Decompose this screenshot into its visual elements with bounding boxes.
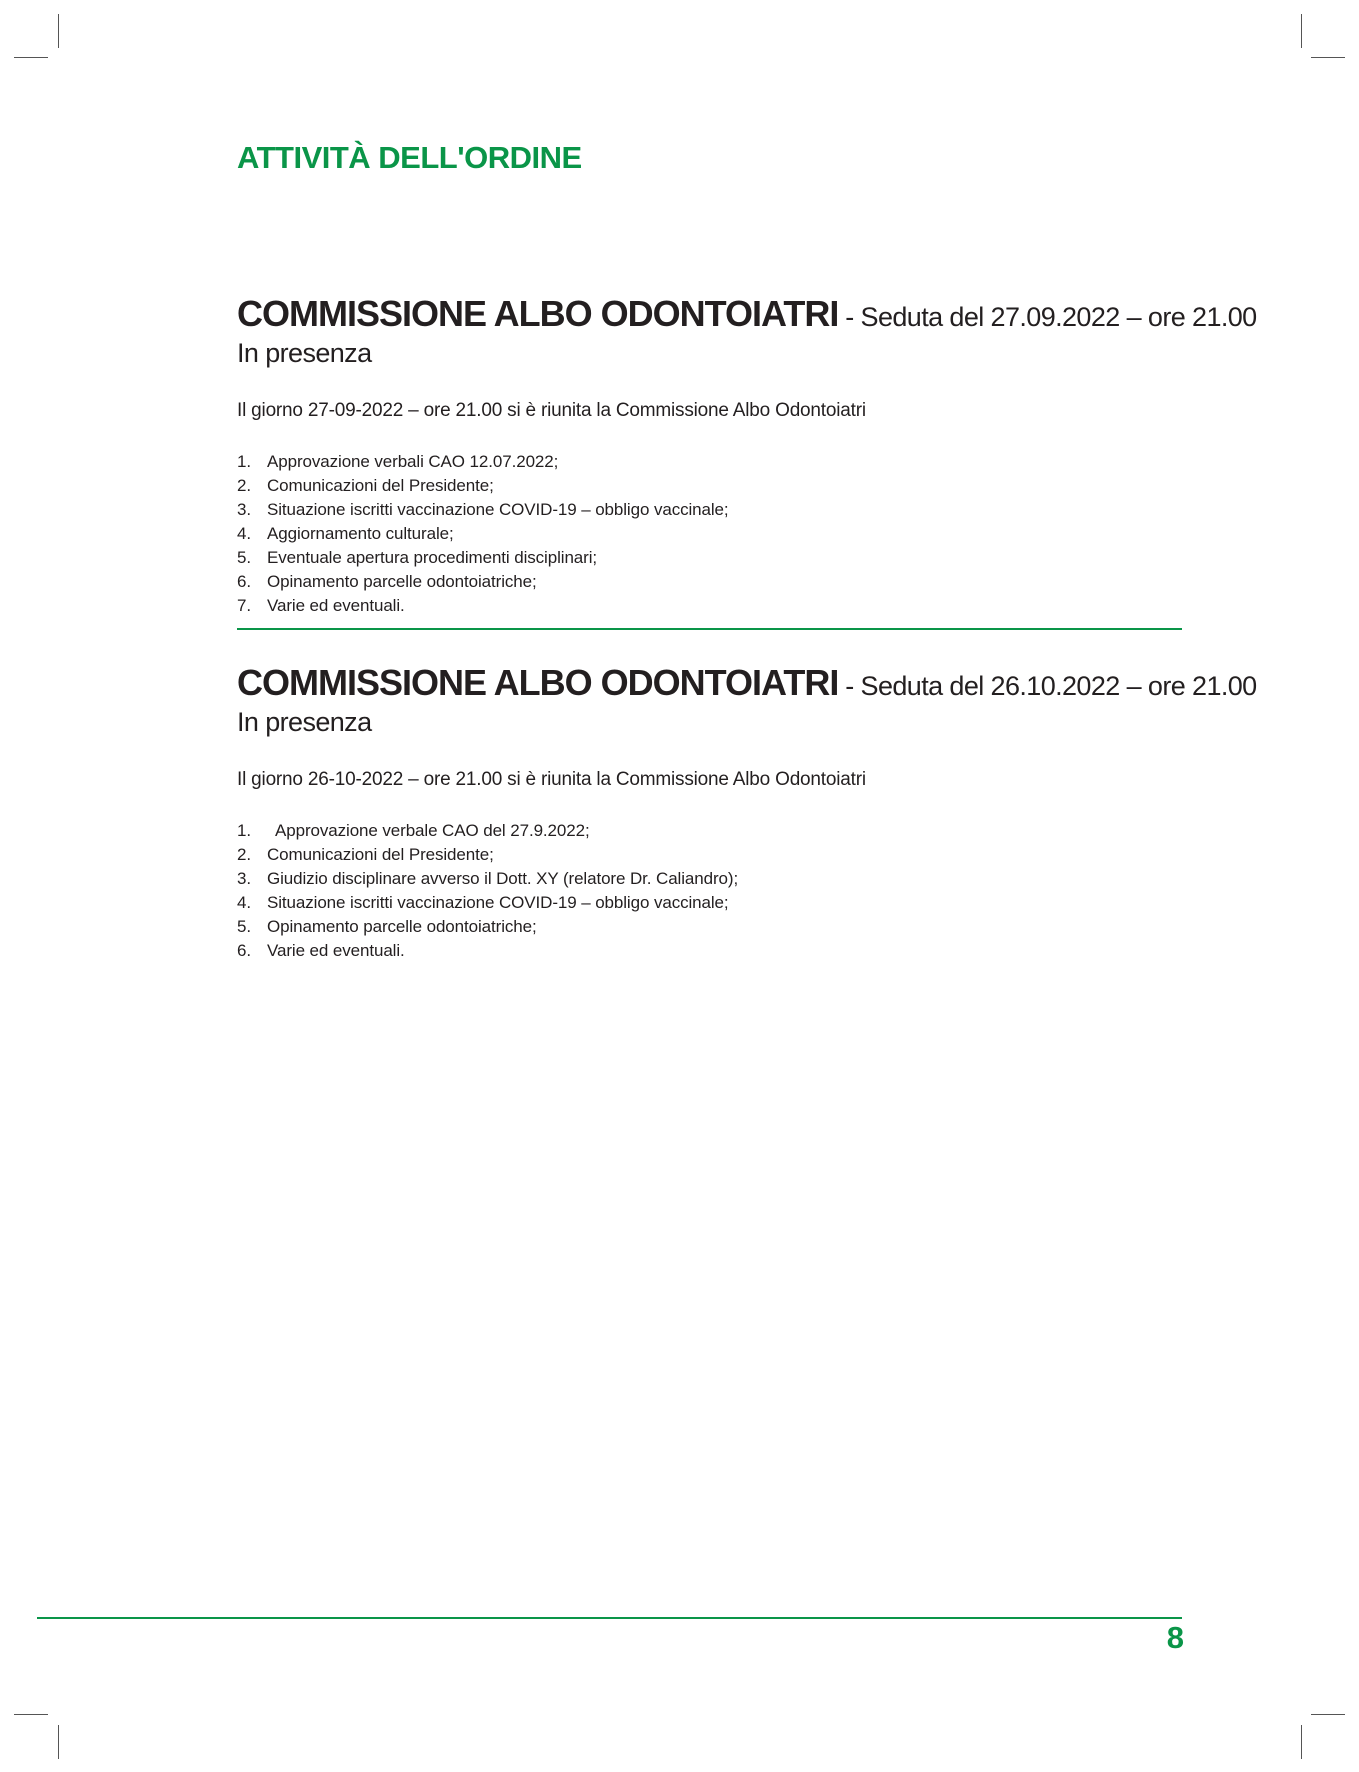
session-intro: Il giorno 27-09-2022 – ore 21.00 si è riunita la Commissione Albo Odontoiatri [237,400,866,421]
agenda-item-text: Situazione iscritti vaccinazione COVID-19 – obbligo vaccinale; [267,500,729,519]
agenda-item-number: 3. [237,500,251,519]
agenda-item-text: Giudizio disciplinare avverso il Dott. XY (relatore Dr. Caliandro); [267,869,739,888]
agenda-item-text: Varie ed eventuali. [267,941,405,960]
crop-mark-top-left-horizontal [14,57,48,58]
agenda-item [237,939,1187,963]
agenda-item [237,891,1187,915]
crop-mark-top-right-vertical [1301,14,1302,48]
agenda-item-text: Varie ed eventuali. [267,596,405,615]
agenda-item-text: Approvazione verbali CAO 12.07.2022; [267,452,559,471]
agenda-item-number: 6. [237,572,251,591]
agenda-item-text: Eventuale apertura procedimenti disciplinari; [267,548,598,567]
agenda-item-number: 1. [237,452,251,471]
agenda-item-text: Opinamento parcelle odontoiatriche; [267,572,537,591]
footer-rule [37,1617,1182,1619]
crop-mark-bottom-left-vertical [58,1725,59,1759]
agenda-list [237,450,1187,618]
agenda-item-text: Opinamento parcelle odontoiatriche; [267,917,537,936]
agenda-item-number: 5. [237,917,251,936]
agenda-item-text: Comunicazioni del Presidente; [267,845,494,864]
agenda-item [237,594,1187,618]
agenda-list [237,819,1187,963]
crop-mark-top-left-vertical [58,14,59,48]
agenda-item [237,915,1187,939]
agenda-item-number: 5. [237,548,251,567]
agenda-item-number: 2. [237,845,251,864]
agenda-item-number: 4. [237,524,251,543]
session-heading [237,662,1257,703]
session-mode: In presenza [237,338,372,368]
agenda-item [237,522,1187,546]
agenda-item-text: Situazione iscritti vaccinazione COVID-19 – obbligo vaccinale; [267,893,729,912]
agenda-item-number: 1. [237,821,251,840]
crop-mark-top-right-horizontal [1311,57,1345,58]
session-date: - Seduta del 26.10.2022 – ore 21.00 [838,671,1257,701]
session-mode: In presenza [237,707,372,737]
crop-mark-bottom-left-horizontal [14,1714,48,1715]
page-number: 8 [1166,1620,1184,1655]
agenda-item [237,474,1187,498]
section-title: ATTIVITÀ DELL'ORDINE [237,140,582,175]
agenda-item [237,867,1187,891]
section-divider [237,628,1182,630]
agenda-item [237,546,1187,570]
session-date: - Seduta del 27.09.2022 – ore 21.00 [838,302,1257,332]
agenda-item-number: 2. [237,476,251,495]
agenda-item [237,819,1187,843]
agenda-item [237,843,1187,867]
agenda-item-number: 6. [237,941,251,960]
session-name: COMMISSIONE ALBO ODONTOIATRI [237,662,839,703]
crop-mark-bottom-right-vertical [1301,1725,1302,1759]
agenda-item-number: 4. [237,893,251,912]
agenda-item-text: Comunicazioni del Presidente; [267,476,494,495]
session-name: COMMISSIONE ALBO ODONTOIATRI [237,293,839,334]
session-intro: Il giorno 26-10-2022 – ore 21.00 si è riunita la Commissione Albo Odontoiatri [237,769,866,790]
agenda-item-text: Approvazione verbale CAO del 27.9.2022; [275,821,590,840]
session-heading [237,293,1257,334]
session-block [237,662,1257,963]
session-block [237,293,1257,618]
agenda-item-number: 3. [237,869,251,888]
agenda-item [237,498,1187,522]
agenda-item [237,450,1187,474]
agenda-item-number: 7. [237,596,251,615]
agenda-item [237,570,1187,594]
crop-mark-bottom-right-horizontal [1311,1714,1345,1715]
agenda-item-text: Aggiornamento culturale; [267,524,454,543]
